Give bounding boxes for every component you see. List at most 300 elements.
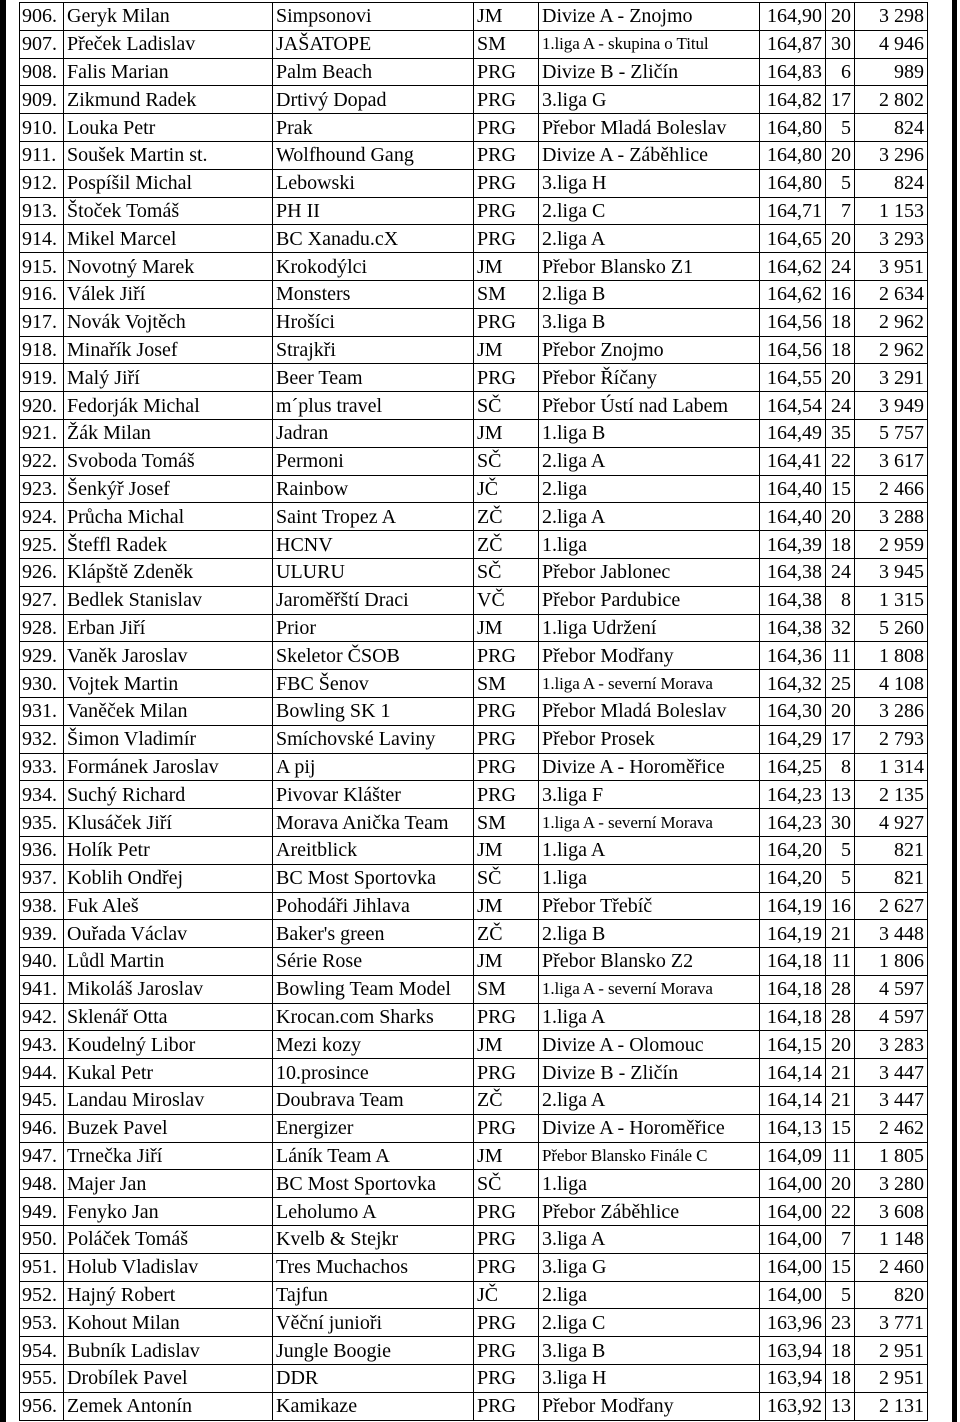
games-cell: 18 [826, 1365, 855, 1393]
team-name-cell: Permoni [273, 447, 474, 475]
region-cell: PRG [474, 58, 539, 86]
region-cell: JM [474, 1031, 539, 1059]
points-cell: 3 617 [855, 447, 928, 475]
average-cell: 164,14 [760, 1087, 826, 1115]
games-cell: 8 [826, 753, 855, 781]
average-cell: 164,80 [760, 114, 826, 142]
player-name-cell: Šenkýř Josef [64, 475, 273, 503]
player-name-cell: Lůdl Martin [64, 948, 273, 976]
team-name-cell: Monsters [273, 280, 474, 308]
rank-cell: 953. [20, 1309, 64, 1337]
table-row [20, 1309, 928, 1337]
team-name-cell: Lebowski [273, 169, 474, 197]
region-cell: ZČ [474, 531, 539, 559]
table-row [20, 1365, 928, 1393]
region-cell: ZČ [474, 920, 539, 948]
rank-cell: 945. [20, 1087, 64, 1115]
rank-cell: 913. [20, 197, 64, 225]
table-row [20, 1226, 928, 1254]
region-cell: JM [474, 253, 539, 281]
player-name-cell: Přeček Ladislav [64, 30, 273, 58]
average-cell: 163,94 [760, 1365, 826, 1393]
points-cell: 3 951 [855, 253, 928, 281]
games-cell: 24 [826, 558, 855, 586]
points-cell: 824 [855, 169, 928, 197]
team-name-cell: A pij [273, 753, 474, 781]
page-right-border [952, 0, 957, 1422]
rank-cell: 946. [20, 1114, 64, 1142]
points-cell: 2 634 [855, 280, 928, 308]
games-cell: 20 [826, 364, 855, 392]
average-cell: 164,49 [760, 419, 826, 447]
table-row [20, 419, 928, 447]
rank-cell: 906. [20, 3, 64, 31]
region-cell: PRG [474, 1003, 539, 1031]
player-name-cell: Bubník Ladislav [64, 1337, 273, 1365]
region-cell: ZČ [474, 1087, 539, 1115]
rank-cell: 937. [20, 864, 64, 892]
region-cell: SM [474, 30, 539, 58]
points-cell: 2 131 [855, 1392, 928, 1420]
player-name-cell: Malý Jiří [64, 364, 273, 392]
table-row [20, 781, 928, 809]
team-name-cell: Tres Muchachos [273, 1253, 474, 1281]
league-cell: 1.liga A - severní Morava [539, 670, 760, 698]
points-cell: 2 959 [855, 531, 928, 559]
average-cell: 164,90 [760, 3, 826, 31]
games-cell: 17 [826, 86, 855, 114]
rank-cell: 915. [20, 253, 64, 281]
region-cell: PRG [474, 1337, 539, 1365]
games-cell: 32 [826, 614, 855, 642]
region-cell: JČ [474, 1281, 539, 1309]
games-cell: 16 [826, 892, 855, 920]
average-cell: 164,82 [760, 86, 826, 114]
table-row [20, 1281, 928, 1309]
region-cell: JM [474, 948, 539, 976]
league-cell: Přebor Blansko Z2 [539, 948, 760, 976]
points-cell: 4 927 [855, 809, 928, 837]
table-row [20, 336, 928, 364]
table-row [20, 1114, 928, 1142]
games-cell: 8 [826, 586, 855, 614]
table-row [20, 697, 928, 725]
player-name-cell: Šteffl Radek [64, 531, 273, 559]
team-name-cell: Prior [273, 614, 474, 642]
player-name-cell: Trnečka Jiří [64, 1142, 273, 1170]
rank-cell: 918. [20, 336, 64, 364]
region-cell: PRG [474, 753, 539, 781]
table-row [20, 86, 928, 114]
average-cell: 164,87 [760, 30, 826, 58]
games-cell: 20 [826, 1031, 855, 1059]
team-name-cell: Pohodáři Jihlava [273, 892, 474, 920]
rank-cell: 948. [20, 1170, 64, 1198]
points-cell: 1 148 [855, 1226, 928, 1254]
player-name-cell: Holík Petr [64, 836, 273, 864]
region-cell: PRG [474, 697, 539, 725]
region-cell: SČ [474, 1170, 539, 1198]
table-row [20, 753, 928, 781]
average-cell: 164,00 [760, 1281, 826, 1309]
points-cell: 3 945 [855, 558, 928, 586]
table-row [20, 670, 928, 698]
team-name-cell: Kvelb & Stejkr [273, 1226, 474, 1254]
player-name-cell: Holub Vladislav [64, 1253, 273, 1281]
team-name-cell: Jadran [273, 419, 474, 447]
table-row [20, 892, 928, 920]
rank-cell: 929. [20, 642, 64, 670]
region-cell: SM [474, 975, 539, 1003]
points-cell: 2 627 [855, 892, 928, 920]
player-name-cell: Fenyko Jan [64, 1198, 273, 1226]
points-cell: 3 447 [855, 1087, 928, 1115]
table-row [20, 725, 928, 753]
region-cell: JM [474, 836, 539, 864]
region-cell: PRG [474, 781, 539, 809]
team-name-cell: FBC Šenov [273, 670, 474, 698]
team-name-cell: Skeletor ČSOB [273, 642, 474, 670]
league-cell: 1.liga B [539, 419, 760, 447]
games-cell: 22 [826, 447, 855, 475]
player-name-cell: Minařík Josef [64, 336, 273, 364]
games-cell: 11 [826, 948, 855, 976]
games-cell: 35 [826, 419, 855, 447]
region-cell: PRG [474, 308, 539, 336]
points-cell: 5 260 [855, 614, 928, 642]
games-cell: 5 [826, 864, 855, 892]
table-row [20, 1031, 928, 1059]
player-name-cell: Válek Jiří [64, 280, 273, 308]
average-cell: 164,56 [760, 336, 826, 364]
average-cell: 164,55 [760, 364, 826, 392]
team-name-cell: Kamikaze [273, 1392, 474, 1420]
team-name-cell: Morava Anička Team [273, 809, 474, 837]
player-name-cell: Ouřada Václav [64, 920, 273, 948]
rank-cell: 907. [20, 30, 64, 58]
average-cell: 164,71 [760, 197, 826, 225]
rank-cell: 920. [20, 392, 64, 420]
player-name-cell: Bedlek Stanislav [64, 586, 273, 614]
average-cell: 164,20 [760, 836, 826, 864]
team-name-cell: Jungle Boogie [273, 1337, 474, 1365]
league-cell: 3.liga B [539, 1337, 760, 1365]
games-cell: 21 [826, 1087, 855, 1115]
rank-cell: 914. [20, 225, 64, 253]
league-cell: 2.liga C [539, 197, 760, 225]
games-cell: 11 [826, 1142, 855, 1170]
average-cell: 164,18 [760, 948, 826, 976]
games-cell: 13 [826, 1392, 855, 1420]
average-cell: 164,20 [760, 864, 826, 892]
region-cell: JM [474, 892, 539, 920]
rank-cell: 949. [20, 1198, 64, 1226]
region-cell: SČ [474, 864, 539, 892]
league-cell: 3.liga B [539, 308, 760, 336]
league-cell: 1.liga [539, 864, 760, 892]
team-name-cell: Věční junioři [273, 1309, 474, 1337]
points-cell: 2 802 [855, 86, 928, 114]
team-name-cell: Wolfhound Gang [273, 141, 474, 169]
table-row [20, 558, 928, 586]
player-name-cell: Zemek Antonín [64, 1392, 273, 1420]
points-cell: 3 280 [855, 1170, 928, 1198]
rank-cell: 933. [20, 753, 64, 781]
games-cell: 15 [826, 1114, 855, 1142]
points-cell: 3 291 [855, 364, 928, 392]
region-cell: JM [474, 1142, 539, 1170]
rank-cell: 925. [20, 531, 64, 559]
player-name-cell: Kukal Petr [64, 1059, 273, 1087]
rank-cell: 928. [20, 614, 64, 642]
average-cell: 164,30 [760, 697, 826, 725]
games-cell: 20 [826, 503, 855, 531]
league-cell: Přebor Pardubice [539, 586, 760, 614]
rank-cell: 916. [20, 280, 64, 308]
average-cell: 163,92 [760, 1392, 826, 1420]
table-row [20, 475, 928, 503]
average-cell: 164,00 [760, 1198, 826, 1226]
rank-cell: 947. [20, 1142, 64, 1170]
games-cell: 18 [826, 531, 855, 559]
table-row [20, 1337, 928, 1365]
region-cell: SM [474, 809, 539, 837]
page-left-border [0, 0, 6, 1422]
average-cell: 164,29 [760, 725, 826, 753]
games-cell: 5 [826, 114, 855, 142]
average-cell: 164,62 [760, 280, 826, 308]
team-name-cell: Leholumo A [273, 1198, 474, 1226]
team-name-cell: BC Most Sportovka [273, 864, 474, 892]
points-cell: 1 153 [855, 197, 928, 225]
table-row [20, 503, 928, 531]
player-name-cell: Suchý Richard [64, 781, 273, 809]
league-cell: 3.liga H [539, 1365, 760, 1393]
rank-cell: 923. [20, 475, 64, 503]
average-cell: 164,80 [760, 141, 826, 169]
table-row [20, 864, 928, 892]
league-cell: 1.liga A - skupina o Titul [539, 30, 760, 58]
table-row [20, 531, 928, 559]
table-row [20, 308, 928, 336]
average-cell: 164,62 [760, 253, 826, 281]
points-cell: 3 608 [855, 1198, 928, 1226]
team-name-cell: Rainbow [273, 475, 474, 503]
games-cell: 20 [826, 225, 855, 253]
average-cell: 164,83 [760, 58, 826, 86]
table-row [20, 1392, 928, 1420]
league-cell: Přebor Modřany [539, 1392, 760, 1420]
average-cell: 164,13 [760, 1114, 826, 1142]
average-cell: 164,18 [760, 1003, 826, 1031]
region-cell: PRG [474, 642, 539, 670]
league-cell: 2.liga A [539, 447, 760, 475]
games-cell: 5 [826, 169, 855, 197]
average-cell: 164,38 [760, 614, 826, 642]
games-cell: 30 [826, 30, 855, 58]
table-row [20, 1253, 928, 1281]
team-name-cell: Beer Team [273, 364, 474, 392]
rank-cell: 934. [20, 781, 64, 809]
games-cell: 20 [826, 697, 855, 725]
region-cell: SČ [474, 558, 539, 586]
points-cell: 3 771 [855, 1309, 928, 1337]
games-cell: 22 [826, 1198, 855, 1226]
region-cell: PRG [474, 1392, 539, 1420]
league-cell: 1.liga A [539, 836, 760, 864]
table-row [20, 141, 928, 169]
rank-cell: 927. [20, 586, 64, 614]
average-cell: 164,14 [760, 1059, 826, 1087]
player-name-cell: Vojtek Martin [64, 670, 273, 698]
table-row [20, 975, 928, 1003]
rank-cell: 926. [20, 558, 64, 586]
games-cell: 17 [826, 725, 855, 753]
league-cell: 3.liga A [539, 1226, 760, 1254]
region-cell: PRG [474, 197, 539, 225]
average-cell: 164,38 [760, 558, 826, 586]
league-cell: Přebor Třebíč [539, 892, 760, 920]
table-row [20, 1003, 928, 1031]
league-cell: 1.liga A - severní Morava [539, 809, 760, 837]
league-cell: 2.liga A [539, 503, 760, 531]
rank-cell: 952. [20, 1281, 64, 1309]
player-name-cell: Sklenář Otta [64, 1003, 273, 1031]
average-cell: 163,94 [760, 1337, 826, 1365]
player-name-cell: Hajný Robert [64, 1281, 273, 1309]
rank-cell: 912. [20, 169, 64, 197]
rank-cell: 930. [20, 670, 64, 698]
games-cell: 25 [826, 670, 855, 698]
league-cell: Přebor Prosek [539, 725, 760, 753]
points-cell: 2 951 [855, 1337, 928, 1365]
games-cell: 7 [826, 197, 855, 225]
points-cell: 4 597 [855, 1003, 928, 1031]
team-name-cell: Saint Tropez A [273, 503, 474, 531]
table-row [20, 1198, 928, 1226]
team-name-cell: Bowling Team Model [273, 975, 474, 1003]
games-cell: 15 [826, 1253, 855, 1281]
table-row [20, 809, 928, 837]
region-cell: PRG [474, 1253, 539, 1281]
table-row [20, 3, 928, 31]
rank-cell: 955. [20, 1365, 64, 1393]
league-cell: Divize A - Znojmo [539, 3, 760, 31]
league-cell: Divize A - Horoměřice [539, 753, 760, 781]
team-name-cell: Strajkři [273, 336, 474, 364]
team-name-cell: Energizer [273, 1114, 474, 1142]
team-name-cell: Tajfun [273, 1281, 474, 1309]
region-cell: PRG [474, 725, 539, 753]
table-row [20, 614, 928, 642]
league-cell: 2.liga [539, 475, 760, 503]
rank-cell: 908. [20, 58, 64, 86]
team-name-cell: m´plus travel [273, 392, 474, 420]
league-cell: 2.liga A [539, 1087, 760, 1115]
league-cell: 1.liga A [539, 1003, 760, 1031]
player-name-cell: Poláček Tomáš [64, 1226, 273, 1254]
average-cell: 164,54 [760, 392, 826, 420]
average-cell: 164,32 [760, 670, 826, 698]
league-cell: Divize A - Olomouc [539, 1031, 760, 1059]
table-row [20, 836, 928, 864]
league-cell: 3.liga H [539, 169, 760, 197]
team-name-cell: Série Rose [273, 948, 474, 976]
team-name-cell: Drtivý Dopad [273, 86, 474, 114]
average-cell: 164,80 [760, 169, 826, 197]
games-cell: 20 [826, 3, 855, 31]
points-cell: 3 286 [855, 697, 928, 725]
games-cell: 5 [826, 836, 855, 864]
region-cell: JM [474, 419, 539, 447]
region-cell: PRG [474, 1309, 539, 1337]
player-name-cell: Novotný Marek [64, 253, 273, 281]
player-name-cell: Koblih Ondřej [64, 864, 273, 892]
team-name-cell: Simpsonovi [273, 3, 474, 31]
table-row [20, 114, 928, 142]
league-cell: Přebor Ústí nad Labem [539, 392, 760, 420]
league-cell: 2.liga B [539, 920, 760, 948]
player-name-cell: Geryk Milan [64, 3, 273, 31]
league-cell: Divize B - Zličín [539, 58, 760, 86]
league-cell: 3.liga G [539, 1253, 760, 1281]
table-row [20, 642, 928, 670]
points-cell: 3 293 [855, 225, 928, 253]
rank-cell: 940. [20, 948, 64, 976]
average-cell: 164,00 [760, 1170, 826, 1198]
player-name-cell: Mikel Marcel [64, 225, 273, 253]
rank-cell: 950. [20, 1226, 64, 1254]
player-name-cell: Fedorják Michal [64, 392, 273, 420]
player-name-cell: Louka Petr [64, 114, 273, 142]
team-name-cell: Baker's green [273, 920, 474, 948]
average-cell: 164,00 [760, 1253, 826, 1281]
region-cell: JM [474, 614, 539, 642]
rank-cell: 956. [20, 1392, 64, 1420]
player-name-cell: Svoboda Tomáš [64, 447, 273, 475]
points-cell: 3 448 [855, 920, 928, 948]
league-cell: 2.liga [539, 1281, 760, 1309]
average-cell: 164,18 [760, 975, 826, 1003]
player-name-cell: Klápště Zdeněk [64, 558, 273, 586]
team-name-cell: Jaroměřští Draci [273, 586, 474, 614]
league-cell: 2.liga A [539, 225, 760, 253]
league-cell: Divize A - Horoměřice [539, 1114, 760, 1142]
rank-cell: 922. [20, 447, 64, 475]
rank-cell: 942. [20, 1003, 64, 1031]
region-cell: PRG [474, 364, 539, 392]
player-name-cell: Erban Jiří [64, 614, 273, 642]
average-cell: 164,23 [760, 781, 826, 809]
points-cell: 2 460 [855, 1253, 928, 1281]
average-cell: 163,96 [760, 1309, 826, 1337]
rank-cell: 924. [20, 503, 64, 531]
region-cell: SČ [474, 392, 539, 420]
region-cell: SM [474, 280, 539, 308]
average-cell: 164,39 [760, 531, 826, 559]
player-name-cell: Vaněk Jaroslav [64, 642, 273, 670]
games-cell: 28 [826, 1003, 855, 1031]
team-name-cell: Palm Beach [273, 58, 474, 86]
games-cell: 6 [826, 58, 855, 86]
table-row [20, 225, 928, 253]
average-cell: 164,65 [760, 225, 826, 253]
player-name-cell: Majer Jan [64, 1170, 273, 1198]
region-cell: ZČ [474, 503, 539, 531]
table-row [20, 1059, 928, 1087]
average-cell: 164,38 [760, 586, 826, 614]
region-cell: JČ [474, 475, 539, 503]
